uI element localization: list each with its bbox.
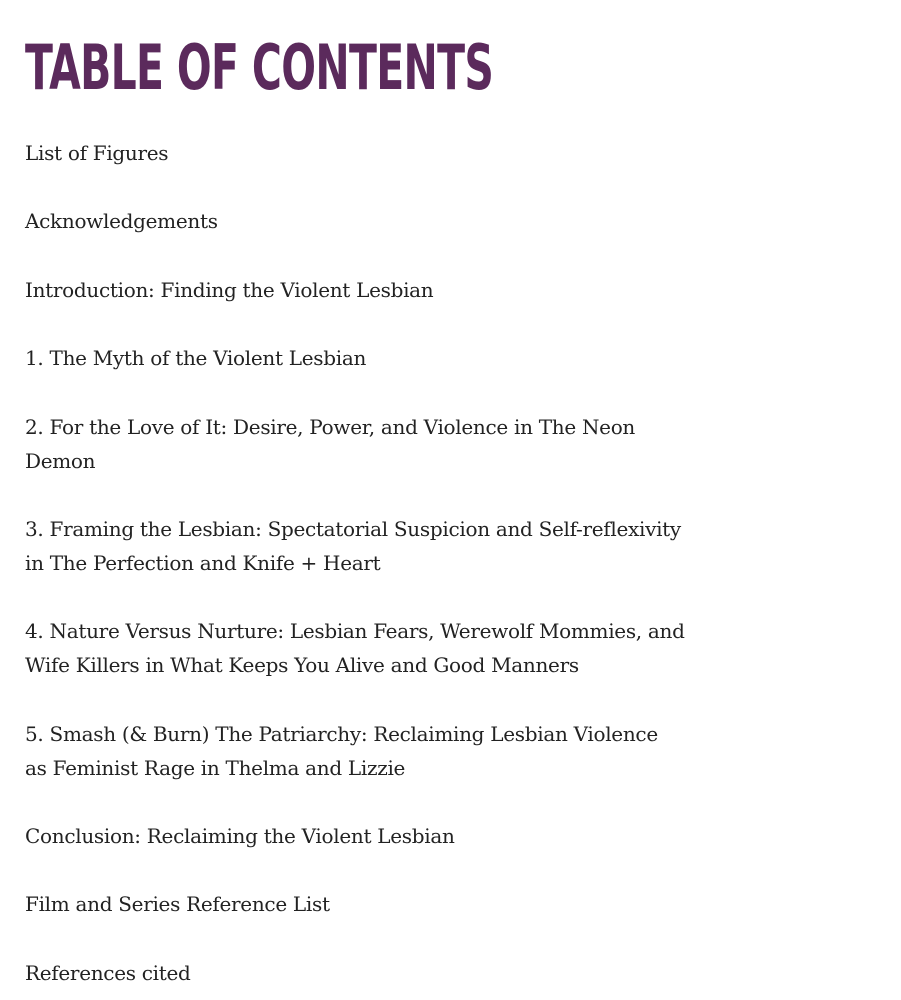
- toc-item-conclusion[interactable]: Conclusion: Reclaiming the Violent Lesbian: [25, 824, 455, 848]
- toc-item-acknowledgements[interactable]: Acknowledgements: [25, 209, 218, 233]
- toc-item-chapter-5[interactable]: 5. Smash (& Burn) The Patriarchy: Reclaiming Lesbian Violence as Feminist Rage in Thelma and Lizzie: [25, 722, 658, 780]
- toc-item-list-of-figures[interactable]: List of Figures: [25, 141, 169, 165]
- toc-item-chapter-3[interactable]: 3. Framing the Lesbian: Spectatorial Suspicion and Self-reflexivity in The Perfection and Knife + Heart: [25, 517, 681, 575]
- toc-item-chapter-2[interactable]: 2. For the Love of It: Desire, Power, and Violence in The Neon Demon: [25, 415, 636, 473]
- toc-item-chapter-4[interactable]: 4. Nature Versus Nurture: Lesbian Fears, Werewolf Mommies, and Wife Killers in What Keeps You Alive and Good Manners: [25, 619, 685, 677]
- toc-item-references-cited[interactable]: References cited: [25, 961, 191, 985]
- toc-item-film-reference-list[interactable]: Film and Series Reference List: [25, 892, 330, 916]
- toc-item-introduction[interactable]: Introduction: Finding the Violent Lesbian: [25, 278, 434, 302]
- toc-item-chapter-1[interactable]: 1. The Myth of the Violent Lesbian: [25, 346, 367, 370]
- page-title: TABLE OF CONTENTS: [25, 31, 494, 104]
